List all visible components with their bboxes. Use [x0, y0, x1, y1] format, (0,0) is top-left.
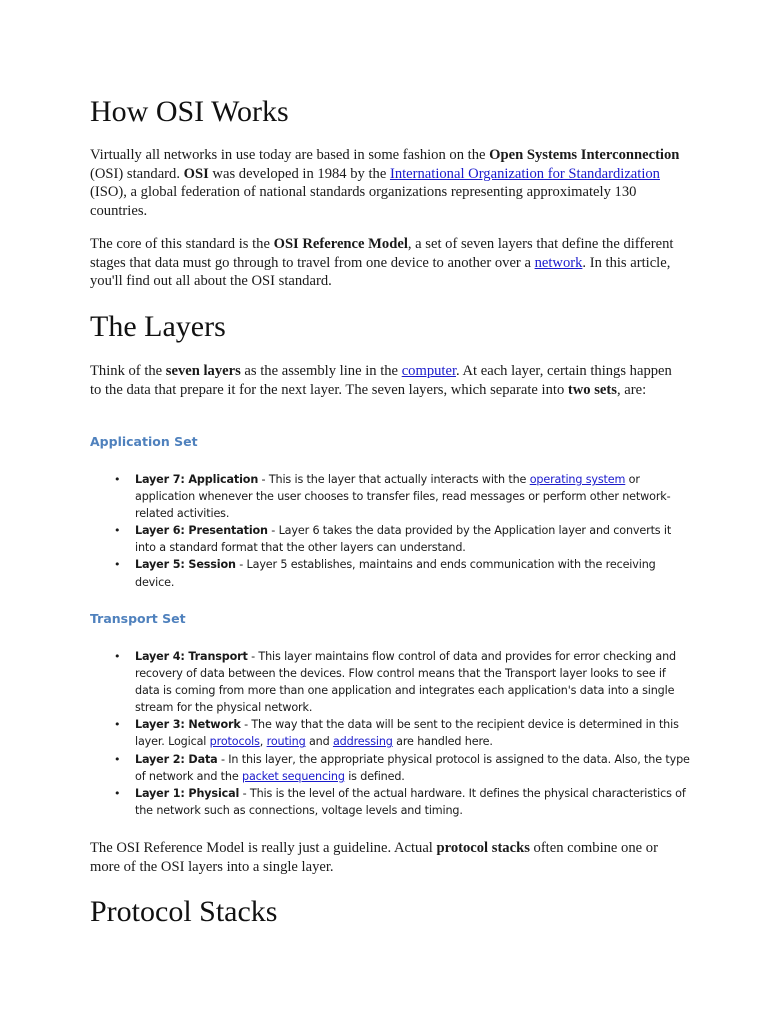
text: Think of the: [90, 363, 166, 379]
subheading-application-set: Application Set: [90, 434, 198, 449]
text: The core of this standard is the: [90, 236, 274, 252]
bullet: •: [114, 786, 121, 800]
paragraph-osi-core: [90, 235, 680, 291]
layer-name: Layer 3: Network: [135, 718, 241, 732]
text: , a set of seven layers that define the different stages that data must go through to travel from one device to another over a: [90, 236, 674, 271]
text: as the assembly line in the: [240, 363, 402, 379]
layer-name: Layer 7: Application: [135, 473, 259, 486]
text: Virtually all networks in use today are based in some fashion on the: [90, 147, 490, 163]
bold-two-sets: two sets: [567, 381, 617, 398]
text: and: [305, 735, 333, 749]
text: - This layer maintains flow control of data and provides for error checking and recovery of data between the devices. Flow control means that the Transport layer looks to see if data is coming from more than one application and integrates each application's data into a single stream for the physical network.: [135, 650, 676, 715]
paragraph-reference-model-guideline: [90, 839, 680, 876]
text: - In this layer, the appropriate physical protocol is assigned to the data. Also, the type of network and the: [135, 752, 690, 783]
text: . In this article, you'll find out all about the OSI standard.: [90, 254, 671, 289]
text: (ISO), a global federation of national standards organizations representing approximately 130 countries.: [90, 184, 637, 219]
link-packet-sequencing[interactable]: packet sequencing: [242, 769, 345, 783]
link-computer[interactable]: computer: [401, 363, 456, 379]
list-item-layer-4: [90, 648, 690, 716]
bold-osi: OSI: [183, 165, 209, 182]
text: are handled here.: [392, 735, 493, 749]
link-iso[interactable]: International Organization for Standardization: [389, 165, 660, 182]
text: was developed in 1984 by the: [208, 165, 390, 182]
bullet: •: [114, 558, 121, 572]
text: ,: [259, 735, 267, 749]
bullet: •: [114, 650, 121, 663]
heading-how-osi-works: How OSI Works: [90, 95, 289, 128]
bold-protocol-stacks: protocol stacks: [436, 840, 530, 856]
layer-name: Layer 4: Transport: [135, 650, 248, 663]
bold-open-systems-interconnection: Open Systems Interconnection: [489, 147, 680, 163]
transport-set-list: [90, 648, 690, 819]
link-operating-system[interactable]: operating system: [529, 473, 626, 486]
link-protocols[interactable]: protocols: [209, 735, 260, 749]
layer-name: Layer 6: Presentation: [135, 524, 268, 538]
bullet: •: [114, 752, 121, 766]
layer-name: Layer 1: Physical: [135, 786, 240, 800]
paragraph-osi-intro: [90, 146, 680, 220]
list-item-layer-3: [90, 716, 690, 750]
link-routing[interactable]: routing: [266, 735, 306, 749]
text: - This is the level of the actual hardware. It defines the physical characteristics of the network such as connections, voltage levels and timing.: [135, 786, 686, 817]
bold-osi-reference-model: OSI Reference Model: [273, 236, 408, 252]
text: - The way that the data will be sent to the recipient device is determined in this layer. Logical: [135, 718, 679, 749]
paragraph-layers-intro: [90, 362, 680, 399]
layer-name: Layer 2: Data: [135, 752, 218, 766]
heading-protocol-stacks: Protocol Stacks: [90, 895, 278, 928]
bullet: •: [114, 524, 121, 538]
text: is defined.: [344, 769, 405, 783]
heading-the-layers: The Layers: [90, 310, 226, 343]
list-item-layer-5: [90, 556, 690, 590]
link-network[interactable]: network: [534, 254, 583, 271]
text: or application whenever the user chooses to transfer files, read messages or perform other network-related activities.: [135, 473, 671, 521]
list-item-layer-7: [90, 471, 690, 522]
text: (OSI) standard.: [90, 165, 184, 182]
text: often combine one or more of the OSI layers into a single layer.: [90, 840, 658, 875]
text: - This is the layer that actually interacts with the: [258, 473, 530, 486]
bullet: •: [114, 473, 121, 486]
bold-seven-layers: seven layers: [165, 363, 241, 379]
subheading-transport-set: Transport Set: [90, 611, 186, 626]
text: . At each layer, certain things happen to the data that prepare it for the next layer. The seven layers, which separate into: [90, 363, 672, 398]
bullet: •: [114, 718, 121, 732]
list-item-layer-6: [90, 522, 690, 556]
text: , are:: [616, 381, 647, 398]
text: - Layer 6 takes the data provided by the Application layer and converts it into a standard format that the other layers can understand.: [135, 524, 672, 555]
application-set-list: [90, 471, 690, 591]
link-addressing[interactable]: addressing: [332, 735, 393, 749]
text: The OSI Reference Model is really just a guideline. Actual: [90, 840, 437, 856]
text: - Layer 5 establishes, maintains and ends communication with the receiving device.: [135, 558, 656, 589]
list-item-layer-1: [90, 785, 690, 819]
list-item-layer-2: [90, 751, 690, 785]
layer-name: Layer 5: Session: [135, 558, 236, 572]
